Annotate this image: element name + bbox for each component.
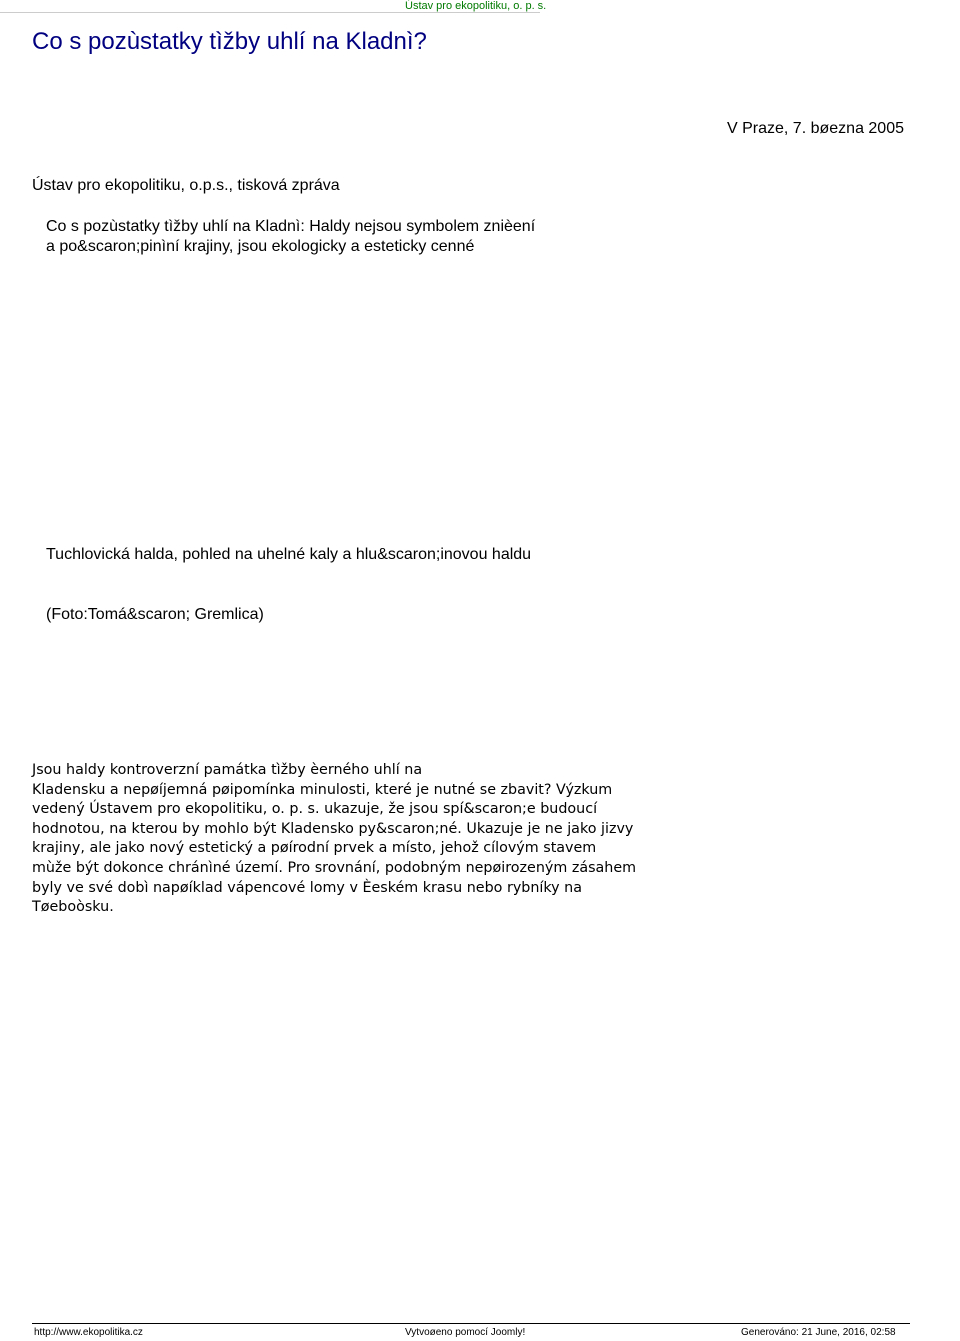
page-title: Co s pozùstatky tìžby uhlí na Kladnì? [32, 28, 427, 55]
body-line: Tøeboòsku. [32, 899, 114, 916]
headline-line: a po&scaron;pinìní krajiny, jsou ekologicky a esteticky cenné [46, 238, 475, 255]
body-line: Jsou haldy kontroverzní památka tìžby èerného uhlí na [32, 762, 423, 778]
header-divider [0, 12, 540, 13]
body-line: vedený Ústavem pro ekopolitiku, o. p. s. ukazuje, že jsou spí&scaron;e budoucí [32, 801, 598, 818]
body-paragraph [32, 761, 692, 918]
body-line: krajiny, ale jako nový estetický a pøírodní prvek a místo, jehož cílovým stavem [32, 840, 597, 857]
body-line: mùže být dokonce chránìné území. Pro srovnání, podobným nepøirozeným zásahem [32, 859, 637, 876]
footer-generated-date: Generováno: 21 June, 2016, 02:58 [741, 1327, 896, 1338]
headline-line: Co s pozùstatky tìžby uhlí na Kladnì: Haldy nejsou symbolem znièení [46, 218, 536, 235]
press-release-source: Ústav pro ekopolitiku, o.p.s., tisková zpráva [32, 177, 340, 194]
footer-site-link[interactable]: http://www.ekopolitika.cz [34, 1327, 143, 1338]
header-organization[interactable]: Ústav pro ekopolitiku, o. p. s. [405, 0, 547, 12]
body-line: byly ve své dobì napøíklad vápencové lomy v Èeském krasu nebo rybníky na [32, 879, 583, 896]
press-release-headline [46, 217, 626, 257]
dateline: V Praze, 7. bøezna 2005 [727, 120, 904, 137]
footer-divider [32, 1323, 910, 1324]
body-line: hodnotou, na kterou by mohlo být Kladensko py&scaron;né. Ukazuje je ne jako jizvy [32, 820, 634, 837]
image-caption: Tuchlovická halda, pohled na uhelné kaly a hlu&scaron;inovou haldu [46, 546, 532, 563]
footer-made-with: Vytvoøeno pomocí Joomly! [405, 1327, 526, 1338]
photo-credit: (Foto:Tomá&scaron; Gremlica) [46, 606, 264, 623]
body-line: Kladensku a nepøíjemná pøipomínka minulosti, které je nutné se zbavit? Výzkum [32, 781, 613, 798]
